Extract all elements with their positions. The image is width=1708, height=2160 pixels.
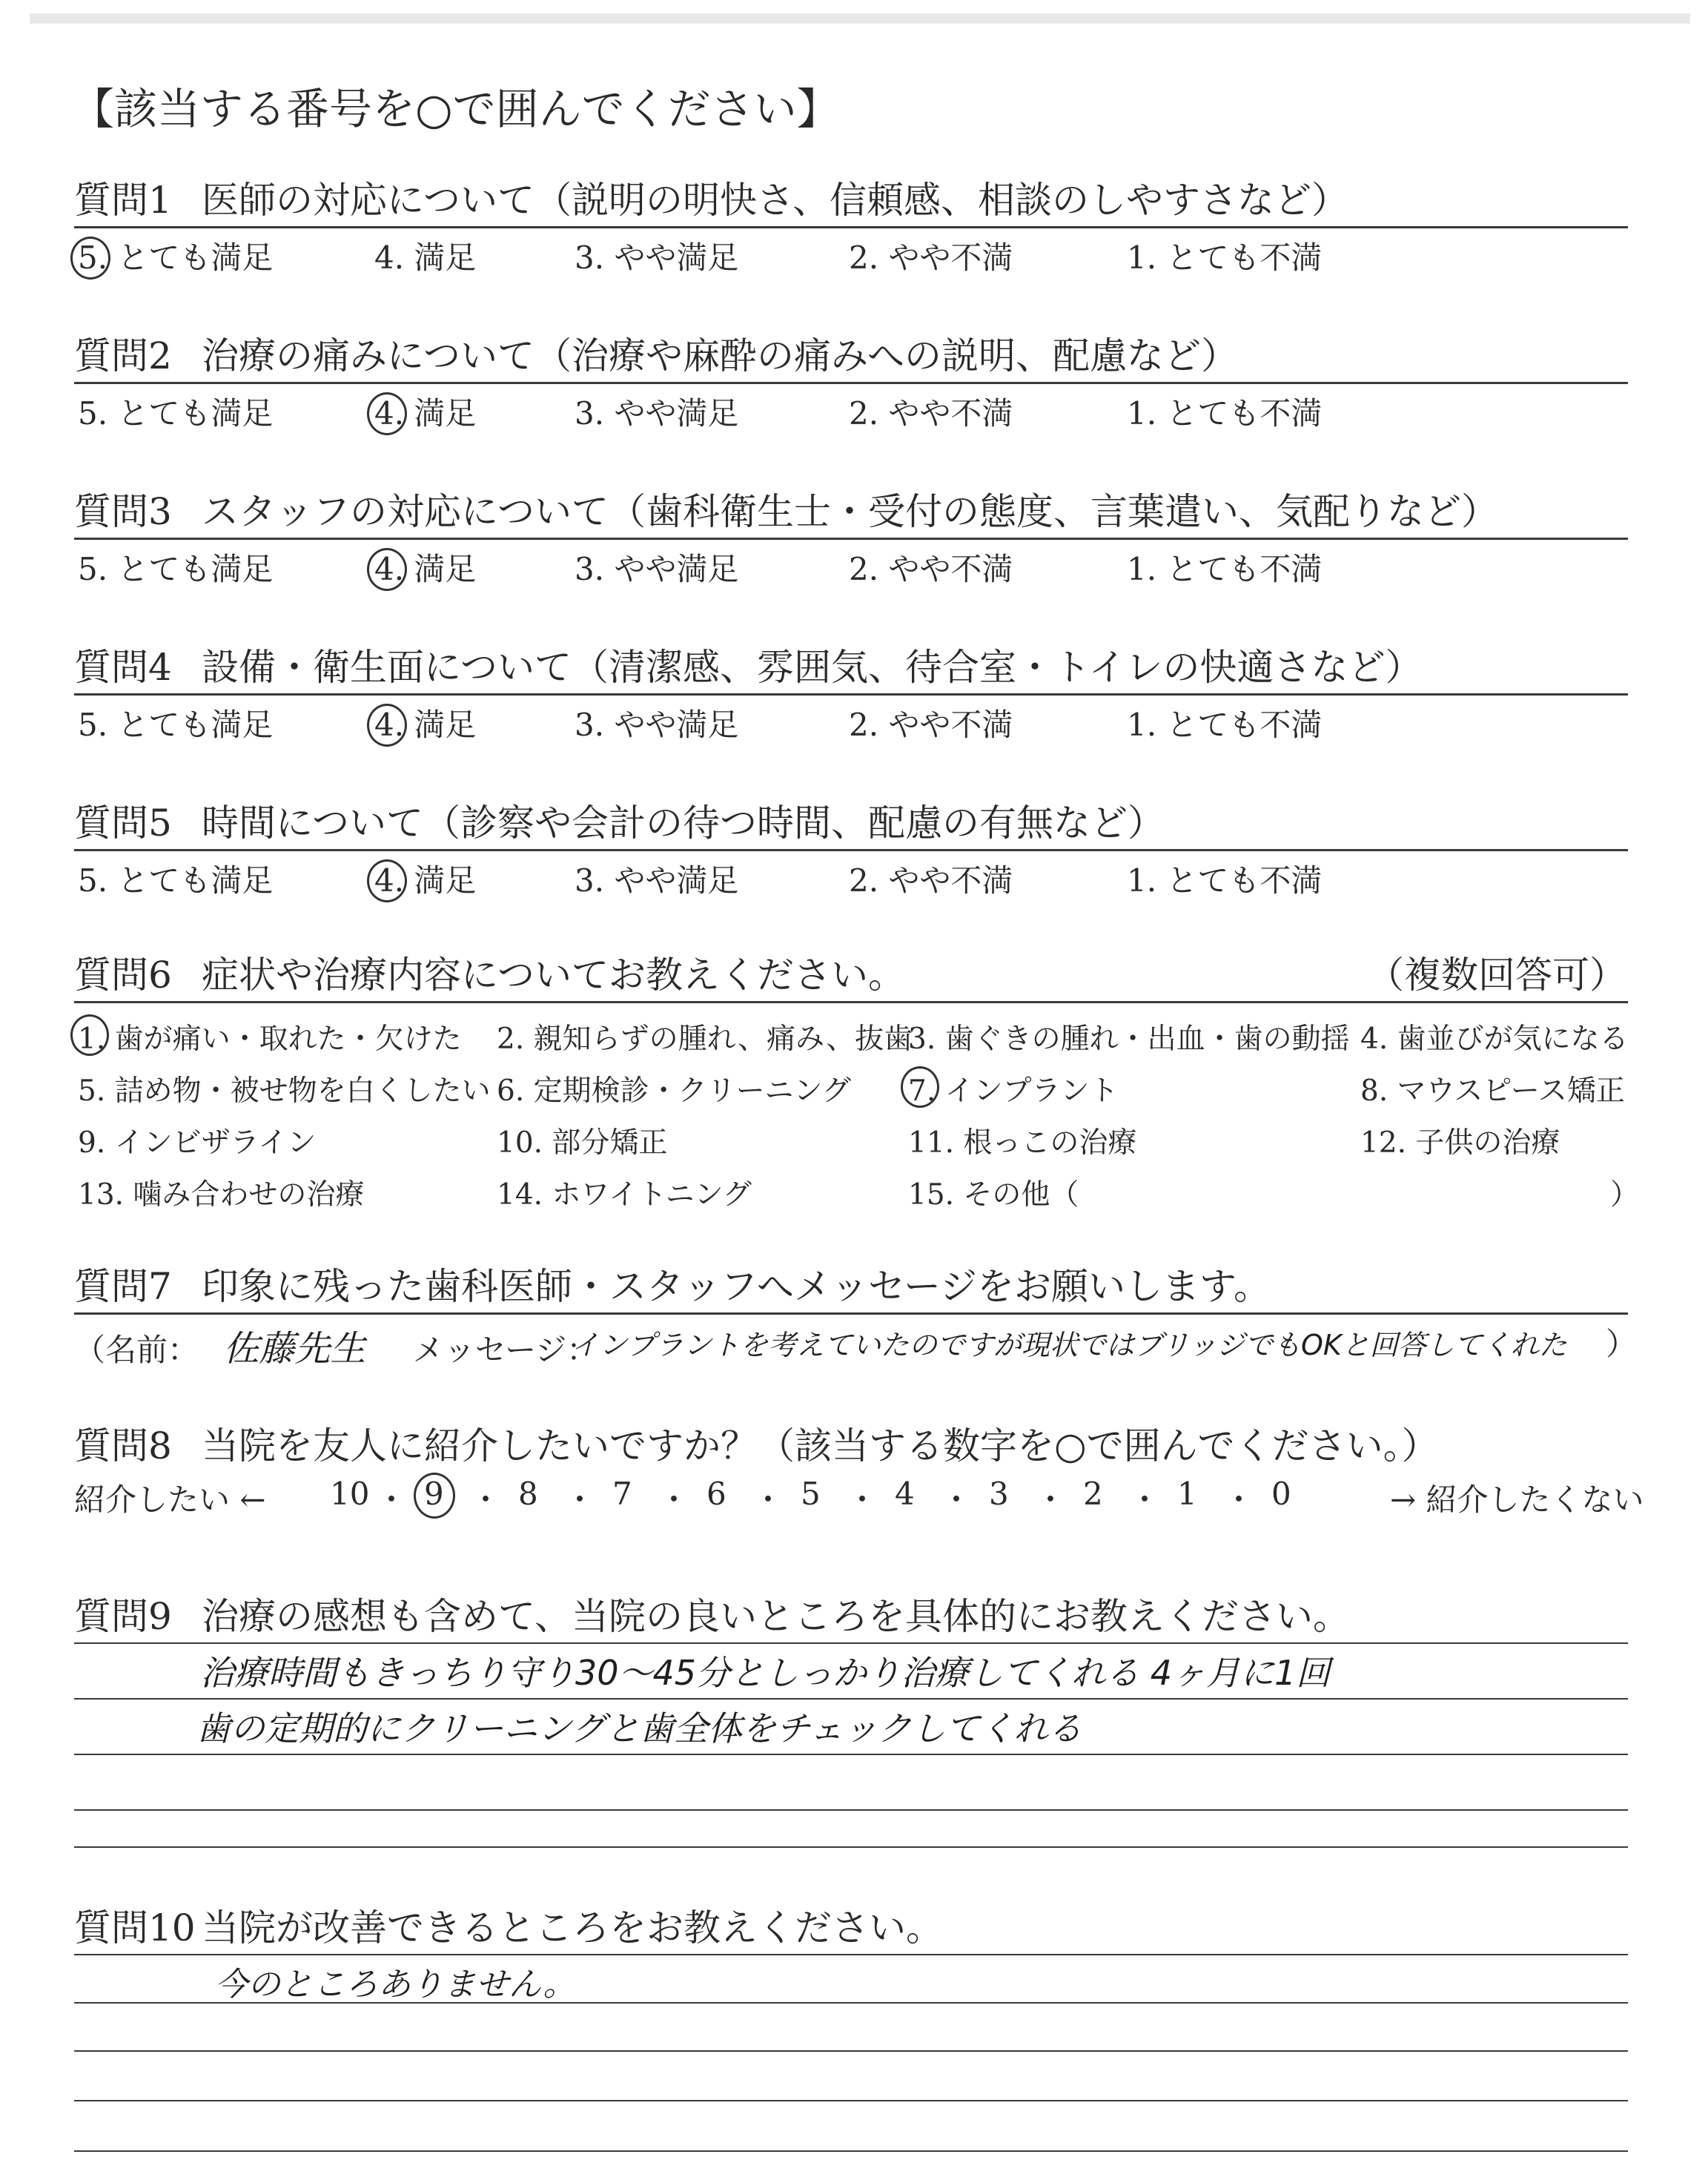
q8-scale-6[interactable]: 6 <box>706 1476 726 1512</box>
q8-scale-7[interactable]: 7 <box>612 1476 632 1512</box>
q3-options <box>0 545 1708 589</box>
q6-option-4[interactable]: 4. 歯並びが気になる <box>1360 1023 1629 1056</box>
q6-option-15[interactable]: 15. その他（ <box>908 1178 1079 1212</box>
q1-option-3[interactable]: 3. やや満足 <box>575 240 739 276</box>
q10-number: 質問10 <box>74 1906 196 1949</box>
q9-line-5 <box>74 1846 1628 1848</box>
q4-option-2[interactable]: 2. やや不満 <box>849 707 1013 743</box>
q4-rule <box>74 693 1628 696</box>
q8-heading <box>74 1416 1439 1470</box>
q8-scale-10[interactable]: 10 <box>330 1476 370 1512</box>
q4-option-1[interactable]: 1. とても不満 <box>1127 707 1323 743</box>
q7-message-label: メッセージ： <box>412 1332 598 1368</box>
q6-option-14[interactable]: 14. ホワイトニング <box>497 1178 752 1212</box>
q4-text: 設備・衛生面について（清潔感、雰囲気、待合室・トイレの快適さなど） <box>202 646 1423 689</box>
q8-separator: ・ <box>1035 1482 1067 1518</box>
q1-option-2[interactable]: 2. やや不満 <box>849 240 1013 276</box>
q10-text: 当院が改善できるところをお教えください。 <box>202 1906 943 1949</box>
q2-option-2[interactable]: 2. やや不満 <box>849 395 1013 432</box>
q1-option-4[interactable]: 4. 満足 <box>374 240 477 276</box>
q1-text: 医師の対応について（説明の明快さ、信頼感、相談のしやすさなど） <box>202 179 1348 222</box>
q6-heading <box>74 945 905 999</box>
q6-option-12[interactable]: 12. 子供の治療 <box>1360 1126 1560 1160</box>
q5-number: 質問5 <box>74 802 172 845</box>
q1-options <box>0 234 1708 278</box>
q8-scale-8[interactable]: 8 <box>518 1476 538 1512</box>
q10-line-3 <box>74 2050 1628 2052</box>
q6-text: 症状や治療内容についてお教えください。 <box>202 954 905 997</box>
q6-option-8[interactable]: 8. マウスピース矯正 <box>1360 1074 1625 1108</box>
q5-options <box>0 856 1708 901</box>
q5-rule <box>74 849 1628 851</box>
q4-heading <box>74 638 1423 691</box>
q2-option-5[interactable]: 5. とても満足 <box>78 395 274 432</box>
q4-number: 質問4 <box>74 646 172 689</box>
q8-scale-2[interactable]: 2 <box>1083 1476 1103 1512</box>
q7-name-label: （名前： <box>74 1332 199 1368</box>
q1-option-5[interactable]: 5. とても満足 <box>78 240 274 276</box>
q3-option-2[interactable]: 2. やや不満 <box>849 551 1013 587</box>
q3-text: スタッフの対応について（歯科衛生士・受付の態度、言葉遣い、気配りなど） <box>202 490 1498 533</box>
q10-line-4 <box>74 2100 1628 2101</box>
q6-option-11[interactable]: 11. 根っこの治療 <box>908 1126 1137 1160</box>
q6-option-5[interactable]: 5. 詰め物・被せ物を白くしたい <box>78 1074 491 1108</box>
q9-line-3 <box>74 1754 1628 1755</box>
q8-scale-3[interactable]: 3 <box>989 1476 1009 1512</box>
q8-separator: ・ <box>941 1482 973 1518</box>
q7-heading <box>74 1257 1271 1310</box>
q8-separator: ・ <box>1223 1482 1255 1518</box>
q1-option-1[interactable]: 1. とても不満 <box>1127 240 1323 276</box>
q1-rule <box>74 226 1628 228</box>
q3-number: 質問3 <box>74 490 172 533</box>
q8-separator: ・ <box>376 1482 408 1518</box>
q6-option-13[interactable]: 13. 噛み合わせの治療 <box>78 1178 365 1212</box>
q3-option-5[interactable]: 5. とても満足 <box>78 551 274 587</box>
q7-close-paren: ） <box>1606 1326 1638 1362</box>
q5-option-2[interactable]: 2. やや不満 <box>849 862 1013 899</box>
q7-message-row <box>74 1320 598 1371</box>
q5-text: 時間について（診察や会計の待つ時間、配慮の有無など） <box>202 802 1165 845</box>
q3-option-3[interactable]: 3. やや満足 <box>575 551 739 587</box>
q6-note: （複数回答可） <box>1367 954 1626 997</box>
q8-separator: ・ <box>1129 1482 1161 1518</box>
q8-scale-9[interactable]: 9 <box>424 1476 444 1512</box>
q9-line-4 <box>74 1809 1628 1811</box>
q1-number: 質問1 <box>74 179 172 222</box>
q8-scale-1[interactable]: 1 <box>1177 1476 1197 1512</box>
q5-option-5[interactable]: 5. とても満足 <box>78 862 274 899</box>
q3-option-1[interactable]: 1. とても不満 <box>1127 551 1323 587</box>
q3-rule <box>74 538 1628 540</box>
q8-separator: ・ <box>847 1482 878 1518</box>
q6-option-3[interactable]: 3. 歯ぐきの腫れ・出血・歯の動揺 <box>908 1023 1350 1056</box>
q7-message-value[interactable]: インプラントを考えていたのですが現状ではブリッジでもOKと回答してくれた <box>571 1329 1567 1361</box>
q9-line-2 <box>74 1698 1628 1700</box>
q5-option-3[interactable]: 3. やや満足 <box>575 862 739 899</box>
q7-name-value[interactable]: 佐藤先生 <box>223 1328 366 1370</box>
page-top-edge <box>30 13 1690 24</box>
q4-option-3[interactable]: 3. やや満足 <box>575 707 739 743</box>
q8-separator: ・ <box>752 1482 784 1518</box>
q8-left-label: 紹介したい ← <box>74 1482 266 1518</box>
q4-option-4[interactable]: 4. 満足 <box>374 707 477 743</box>
q9-number: 質問9 <box>74 1595 172 1638</box>
q8-scale-0[interactable]: 0 <box>1271 1476 1291 1512</box>
q5-option-4[interactable]: 4. 満足 <box>374 862 477 899</box>
q2-number: 質問2 <box>74 334 172 377</box>
q6-number: 質問6 <box>74 954 172 997</box>
q7-text: 印象に残った歯科医師・スタッフへメッセージをお願いします。 <box>202 1265 1271 1308</box>
q6-option-6[interactable]: 6. 定期検診・クリーニング <box>497 1074 851 1108</box>
q8-separator: ・ <box>470 1482 502 1518</box>
q6-option-9[interactable]: 9. インビザライン <box>78 1126 317 1160</box>
page-title: 【該当する番号を○で囲んでください】 <box>71 84 840 134</box>
q4-option-5[interactable]: 5. とても満足 <box>78 707 274 743</box>
q2-option-4[interactable]: 4. 満足 <box>374 395 477 432</box>
q10-line-1 <box>74 1954 1628 1955</box>
q8-number: 質問8 <box>74 1424 172 1467</box>
q8-right-label: → 紹介したくない <box>1390 1482 1644 1518</box>
q9-text: 治療の感想も含めて、当院の良いところを具体的にお教えください。 <box>202 1595 1350 1638</box>
q6-other-close-paren: ） <box>1610 1178 1640 1212</box>
q7-number: 質問7 <box>74 1265 172 1308</box>
q9-answer-line-1[interactable]: 治療時間もきっちり守り30〜45分としっかり治療してくれる 4ヶ月に1回 <box>200 1653 1331 1693</box>
q5-heading <box>74 793 1165 847</box>
q7-rule <box>74 1312 1628 1315</box>
q10-line-5 <box>74 2150 1628 2152</box>
q8-scale-5[interactable]: 5 <box>801 1476 821 1512</box>
q3-heading <box>74 482 1498 535</box>
q9-line-1 <box>74 1642 1628 1644</box>
q8-separator: ・ <box>564 1482 596 1518</box>
q2-option-3[interactable]: 3. やや満足 <box>575 395 739 432</box>
q9-answer-line-2[interactable]: 歯の定期的にクリーニングと歯全体をチェックしてくれる <box>196 1708 1082 1748</box>
q2-text: 治療の痛みについて（治療や麻酔の痛みへの説明、配慮など） <box>202 334 1238 377</box>
q8-text: 当院を友人に紹介したいですか？（該当する数字を○で囲んでください。） <box>202 1424 1439 1467</box>
q8-scale-4[interactable]: 4 <box>895 1476 915 1512</box>
q2-option-1[interactable]: 1. とても不満 <box>1127 395 1323 432</box>
q2-heading <box>74 326 1238 380</box>
q9-heading <box>74 1587 1350 1640</box>
q6-option-1[interactable]: 1. 歯が痛い・取れた・欠けた <box>78 1023 462 1056</box>
q1-heading <box>74 171 1348 224</box>
q10-heading <box>74 1898 943 1952</box>
q5-option-1[interactable]: 1. とても不満 <box>1127 862 1323 899</box>
q6-rule <box>74 1001 1628 1003</box>
q2-rule <box>74 382 1628 384</box>
q3-option-4[interactable]: 4. 満足 <box>374 551 477 587</box>
q10-answer-line-1[interactable]: 今のところありません。 <box>215 1966 576 2004</box>
q2-options <box>0 389 1708 434</box>
q6-option-10[interactable]: 10. 部分矯正 <box>497 1126 668 1160</box>
q6-option-2[interactable]: 2. 親知らずの腫れ、痛み、抜歯 <box>497 1023 913 1056</box>
q4-options <box>0 701 1708 745</box>
q6-option-7[interactable]: 7. インプラント <box>908 1074 1119 1108</box>
q8-separator: ・ <box>658 1482 690 1518</box>
